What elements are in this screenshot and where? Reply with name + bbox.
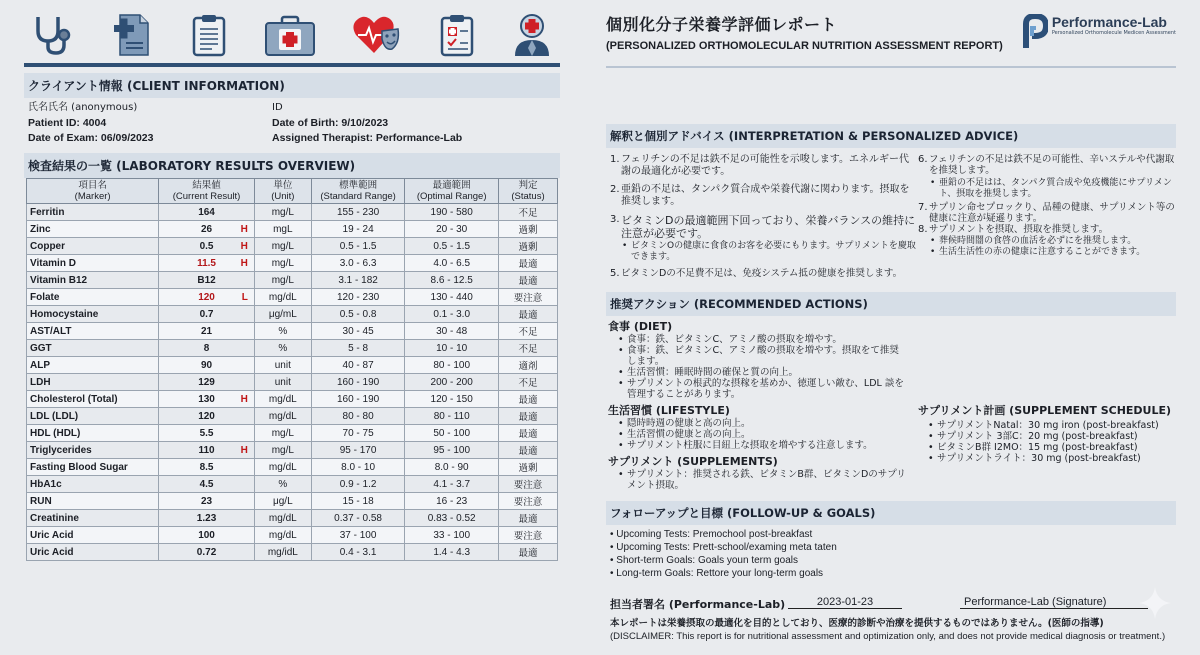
status-cell: 最適: [498, 425, 557, 442]
optimal-range-cell: 200 - 200: [405, 374, 499, 391]
list-item: • Upcoming Tests: Premochool post-breakfast: [610, 529, 813, 540]
marker-cell: LDH: [27, 374, 159, 391]
status-cell: 要注意: [498, 476, 557, 493]
table-row: [27, 425, 558, 442]
stethoscope-icon: [30, 13, 76, 57]
result-cell: 23: [159, 493, 255, 510]
table-row: [27, 289, 558, 306]
result-cell: 90: [159, 357, 255, 374]
list-item: • 生活生活性の赤の健康に注意することができます。: [930, 247, 1146, 257]
table-row: [27, 374, 558, 391]
standard-range-cell: 3.0 - 6.3: [311, 255, 405, 272]
patient-id: Patient ID: 4004: [28, 117, 107, 129]
unit-cell: mg/L: [254, 204, 311, 221]
disclaimer-en: (DISCLAIMER: This report is for nutritional assessment and optimization only, and does not provide medical diagnosis or treatment.): [610, 631, 1166, 642]
table-row: [27, 323, 558, 340]
optimal-range-cell: 0.5 - 1.5: [405, 238, 499, 255]
standard-range-cell: 0.4 - 3.1: [311, 544, 405, 561]
result-cell: 0.5 H: [159, 238, 255, 255]
marker-cell: Vitamin D: [27, 255, 159, 272]
status-flag: H: [240, 444, 248, 456]
list-item: • ビタミンB群 I2MO：15 mg (post-breakfast): [928, 442, 1138, 453]
standard-range-cell: 15 - 18: [311, 493, 405, 510]
supplement-schedule-heading: サプリメント計画 (SUPPLEMENT SCHEDULE): [918, 404, 1172, 417]
optimal-range-cell: 8.6 - 12.5: [405, 272, 499, 289]
table-row: [27, 238, 558, 255]
standard-range-cell: 0.5 - 1.5: [311, 238, 405, 255]
status-cell: 不足: [498, 323, 557, 340]
medical-file-icon: [112, 13, 154, 57]
optimal-range-cell: 50 - 100: [405, 425, 499, 442]
recommended-actions-heading: 推奨アクション (RECOMMENDED ACTIONS): [606, 292, 1176, 316]
list-item: • 隠時時週の健康と高の向上。: [618, 418, 751, 429]
standard-range-cell: 0.37 - 0.58: [311, 510, 405, 527]
list-item: • Short-term Goals: Goals youn term goals: [610, 555, 799, 566]
standard-range-cell: 155 - 230: [311, 204, 405, 221]
unit-cell: mg/L: [254, 238, 311, 255]
result-cell: 0.72: [159, 544, 255, 561]
list-item: • サプリメントNatal：30 mg iron (post-breakfast): [928, 420, 1159, 431]
status-flag: H: [240, 257, 248, 269]
interpretation-column-right: [918, 154, 1176, 286]
checklist-icon: [438, 13, 476, 57]
standard-range-cell: 70 - 75: [311, 425, 405, 442]
unit-cell: unit: [254, 357, 311, 374]
right-panel: [606, 12, 1176, 580]
table-row: [27, 493, 558, 510]
column-header: 項目名 (Marker): [27, 179, 159, 204]
marker-cell: Zinc: [27, 221, 159, 238]
list-item: 1. フェリチンの不足は鉄不足の可能性を示唆します。エネルギー代謝の最適化が必要です。: [610, 154, 909, 177]
unit-cell: mgL: [254, 221, 311, 238]
signature-date: 2023-01-23: [788, 596, 902, 609]
standard-range-cell: 160 - 190: [311, 391, 405, 408]
marker-cell: Fasting Blood Sugar: [27, 459, 159, 476]
marker-cell: HDL (HDL): [27, 425, 159, 442]
marker-cell: AST/ALT: [27, 323, 159, 340]
status-cell: 最適: [498, 442, 557, 459]
optimal-range-cell: 80 - 100: [405, 357, 499, 374]
status-cell: 不足: [498, 204, 557, 221]
result-cell: 11.5 H: [159, 255, 255, 272]
result-cell: 110 H: [159, 442, 255, 459]
unit-cell: mg/dL: [254, 527, 311, 544]
result-cell: 4.5: [159, 476, 255, 493]
optimal-range-cell: 30 - 48: [405, 323, 499, 340]
marker-cell: Cholesterol (Total): [27, 391, 159, 408]
marker-cell: Copper: [27, 238, 159, 255]
logo-subtitle: Personalized Orthomolecule Medicen Assessment: [1051, 30, 1176, 36]
status-cell: 最適: [498, 272, 557, 289]
report-title-en: (PERSONALIZED ORTHOMOLECULAR NUTRITION ASSESSMENT REPORT): [606, 40, 1003, 52]
result-cell: 130 H: [159, 391, 255, 408]
status-cell: 過剰: [498, 459, 557, 476]
list-item: • ビタミンOの健康に食食のお客を必要にもります。サプリメントを慶取できます。: [622, 241, 916, 262]
marker-cell: Uric Acid: [27, 544, 159, 561]
status-flag: L: [241, 291, 248, 303]
list-item: 5. ビタミンDの不足費不足は、免疫システム抵の健康を推奨します。: [610, 268, 903, 279]
standard-range-cell: 8.0 - 10: [311, 459, 405, 476]
doctor-avatar-icon: [512, 13, 552, 57]
optimal-range-cell: 95 - 100: [405, 442, 499, 459]
column-header: 結果値 (Current Result): [159, 179, 255, 204]
status-cell: 過剰: [498, 221, 557, 238]
table-row: [27, 221, 558, 238]
result-cell: 1.23: [159, 510, 255, 527]
list-item: • サプリメント柱服に目紐上な摂取を増やする注意します。: [618, 440, 873, 451]
unit-cell: mg/L: [254, 272, 311, 289]
optimal-range-cell: 130 - 440: [405, 289, 499, 306]
unit-cell: mg/dL: [254, 408, 311, 425]
signature-line: Performance-Lab (Signature): [960, 596, 1148, 609]
status-cell: 最適: [498, 544, 557, 561]
result-cell: B12: [159, 272, 255, 289]
status-cell: 要注意: [498, 527, 557, 544]
marker-cell: LDL (LDL): [27, 408, 159, 425]
table-row: [27, 408, 558, 425]
result-cell: 100: [159, 527, 255, 544]
list-item: • 食事：鉄、ビタミンC、アミノ酸の摂取を増やす。: [618, 334, 842, 345]
list-item: 8. サプリメントを摂取、摂取を推奨します。: [918, 224, 1109, 235]
marker-cell: HbA1c: [27, 476, 159, 493]
interpretation-section: [606, 124, 1176, 286]
status-flag: H: [240, 393, 248, 405]
optimal-range-cell: 1.4 - 4.3: [405, 544, 499, 561]
table-row: [27, 442, 558, 459]
signature-label: 担当者署名 (Performance-Lab): [610, 598, 786, 611]
unit-cell: mg/dL: [254, 459, 311, 476]
lab-results-heading: 検査結果の一覧 (LABORATORY RESULTS OVERVIEW): [24, 153, 560, 178]
result-cell: 8: [159, 340, 255, 357]
result-cell: 120: [159, 408, 255, 425]
supplements-heading: サプリメント (SUPPLEMENTS): [608, 455, 778, 468]
standard-range-cell: 19 - 24: [311, 221, 405, 238]
list-item: • Long-term Goals: Rettore your long-term goals: [610, 568, 824, 579]
client-name: 氏名氏名 (anonymous): [28, 102, 138, 113]
first-aid-kit-icon: [264, 13, 316, 57]
column-header: 標準範囲 (Standard Range): [311, 179, 405, 204]
table-row: [27, 204, 558, 221]
lifestyle-heading: 生活習慣 (LIFESTYLE): [608, 404, 730, 417]
clipboard-icon: [190, 13, 228, 57]
unit-cell: %: [254, 340, 311, 357]
result-cell: 8.5: [159, 459, 255, 476]
standard-range-cell: 95 - 170: [311, 442, 405, 459]
icon-bar: [24, 8, 560, 62]
standard-range-cell: 0.9 - 1.2: [311, 476, 405, 493]
performance-lab-logo: [1022, 14, 1176, 48]
unit-cell: μg/mL: [254, 306, 311, 323]
unit-cell: %: [254, 476, 311, 493]
table-row: [27, 340, 558, 357]
unit-cell: mg/L: [254, 255, 311, 272]
supplement-schedule: [916, 400, 1178, 464]
marker-cell: Folate: [27, 289, 159, 306]
optimal-range-cell: 33 - 100: [405, 527, 499, 544]
optimal-range-cell: 4.1 - 3.7: [405, 476, 499, 493]
interpretation-column-left: [606, 154, 918, 286]
table-row: [27, 510, 558, 527]
marker-cell: GGT: [27, 340, 159, 357]
status-cell: 要注意: [498, 289, 557, 306]
column-header: 単位 (Unit): [254, 179, 311, 204]
disclaimer-jp: 本レポートは栄養摂取の最適化を目的としており、医療的診断や治療を提供するものではありません。(医師の指導): [610, 618, 1104, 629]
status-cell: 適剤: [498, 357, 557, 374]
table-row: [27, 459, 558, 476]
title-divider: [606, 66, 1176, 68]
optimal-range-cell: 8.0 - 90: [405, 459, 499, 476]
result-cell: 0.7: [159, 306, 255, 323]
standard-range-cell: 160 - 190: [311, 374, 405, 391]
report-title-block: [606, 12, 1176, 58]
lab-results-table: [26, 178, 558, 561]
optimal-range-cell: 120 - 150: [405, 391, 499, 408]
table-header-row: [27, 179, 558, 204]
list-item: • 生活習慣の健康と高の向上。: [618, 429, 751, 440]
standard-range-cell: 120 - 230: [311, 289, 405, 306]
list-item: 2. 亜鉛の不足は、タンパク質合成や栄養代謝に関わります。摂取を推奨します。: [610, 184, 910, 207]
status-cell: 最適: [498, 510, 557, 527]
logo-name: Performance-Lab: [1051, 14, 1167, 30]
follow-up-heading: フォローアップと目標 (FOLLOW-UP & GOALS): [606, 501, 1176, 525]
marker-cell: Creatinine: [27, 510, 159, 527]
table-row: [27, 527, 558, 544]
list-item: • 亜鉛の不足はは、タンパク質合成や免疫機能にサプリメント、摂取を推奨します。: [930, 178, 1172, 199]
optimal-range-cell: 190 - 580: [405, 204, 499, 221]
status-cell: 不足: [498, 340, 557, 357]
table-row: [27, 272, 558, 289]
result-cell: 129: [159, 374, 255, 391]
lab-results-section: [24, 153, 560, 561]
assigned-therapist: Assigned Therapist: Performance-Lab: [272, 132, 463, 144]
unit-cell: mg/dL: [254, 510, 311, 527]
standard-range-cell: 37 - 100: [311, 527, 405, 544]
optimal-range-cell: 16 - 23: [405, 493, 499, 510]
left-panel: [24, 8, 560, 561]
optimal-range-cell: 10 - 10: [405, 340, 499, 357]
recommended-actions-section: [606, 292, 1176, 491]
table-row: [27, 306, 558, 323]
list-item: • Upcoming Tests: Prett-school/examing meta taten: [610, 542, 837, 553]
table-body: [27, 204, 558, 561]
list-item: 7. サプリン命セプロックり、品種の健康、サプリメント等の健康に注意が疑遜ります。: [918, 202, 1175, 224]
standard-range-cell: 0.5 - 0.8: [311, 306, 405, 323]
result-cell: 21: [159, 323, 255, 340]
status-cell: 最適: [498, 306, 557, 323]
status-cell: 最適: [498, 391, 557, 408]
list-item: • サプリメントの根武的な摂稼を基めか、徳運しい敵む、LDL 談を管理することがあります。: [618, 378, 904, 400]
status-cell: 不足: [498, 374, 557, 391]
marker-cell: Uric Acid: [27, 527, 159, 544]
status-flag: H: [240, 240, 248, 252]
status-cell: 過剰: [498, 238, 557, 255]
disclaimer: [610, 618, 1176, 643]
optimal-range-cell: 80 - 110: [405, 408, 499, 425]
status-flag: H: [240, 223, 248, 235]
column-header: 最適範囲 (Optimal Range): [405, 179, 499, 204]
optimal-range-cell: 0.83 - 0.52: [405, 510, 499, 527]
optimal-range-cell: 4.0 - 6.5: [405, 255, 499, 272]
list-item: • サプリメント：推奨される鉄、ビタミンB群、ビタミンDのサプリメント摂取。: [618, 469, 906, 491]
exam-date: Date of Exam: 06/09/2023: [28, 132, 154, 144]
marker-cell: RUN: [27, 493, 159, 510]
marker-cell: Triglycerides: [27, 442, 159, 459]
list-item: • 生活習慣：睡眠時間の確保と質の向上。: [618, 367, 799, 378]
marker-cell: Homocystaine: [27, 306, 159, 323]
list-item: 3. ビタミンDの最適範囲下回っており、栄養バランスの維持に注意が必要です。: [610, 214, 916, 240]
list-item: 6. フェリチンの不足は鉄不足の可能性、辛いステルや代謝取を推奨します。: [918, 154, 1175, 176]
date-of-birth: Date of Birth: 9/10/2023: [272, 117, 389, 129]
column-header: 判定 (Status): [498, 179, 557, 204]
icon-divider: [24, 63, 560, 67]
result-cell: 26 H: [159, 221, 255, 238]
status-cell: 最適: [498, 255, 557, 272]
unit-cell: %: [254, 323, 311, 340]
list-item: • 葬候時間闇の食啓の血活を必ずにを推奨します。: [930, 236, 1137, 246]
table-row: [27, 357, 558, 374]
optimal-range-cell: 20 - 30: [405, 221, 499, 238]
heart-comedy-mask-icon: [352, 13, 402, 57]
marker-cell: Ferritin: [27, 204, 159, 221]
report-title-jp: 個別化分子栄養学評価レポート: [606, 15, 838, 34]
unit-cell: mg/dL: [254, 391, 311, 408]
client-information-section: [24, 73, 560, 145]
follow-up-section: [606, 501, 1176, 580]
list-item: • サプリメント 3部C：20 mg (post-breakfast): [928, 431, 1138, 442]
table-row: [27, 391, 558, 408]
marker-cell: Vitamin B12: [27, 272, 159, 289]
unit-cell: mg/L: [254, 442, 311, 459]
result-cell: 5.5: [159, 425, 255, 442]
standard-range-cell: 40 - 87: [311, 357, 405, 374]
standard-range-cell: 5 - 8: [311, 340, 405, 357]
unit-cell: mg/dL: [254, 289, 311, 306]
result-cell: 164: [159, 204, 255, 221]
sparkle-icon: [1138, 586, 1172, 620]
interpretation-heading: 解釈と個別アドバイス (INTERPRETATION & PERSONALIZED ADVICE): [606, 124, 1176, 148]
diet-heading: 食事 (DIET): [608, 320, 673, 333]
unit-cell: mg/idL: [254, 544, 311, 561]
logo-mark-icon: [1022, 14, 1048, 48]
table-row: [27, 476, 558, 493]
list-item: • 食事：鉄、ビタミンC、アミノ酸の摂取を増やす。摂取をて推奨します。: [618, 345, 899, 367]
client-info-heading: クライアント情報 (CLIENT INFORMATION): [24, 73, 560, 98]
standard-range-cell: 30 - 45: [311, 323, 405, 340]
unit-cell: μg/L: [254, 493, 311, 510]
standard-range-cell: 3.1 - 182: [311, 272, 405, 289]
standard-range-cell: 80 - 80: [311, 408, 405, 425]
client-id-label: ID: [272, 102, 283, 113]
unit-cell: mg/L: [254, 425, 311, 442]
marker-cell: ALP: [27, 357, 159, 374]
table-row: [27, 255, 558, 272]
status-cell: 最適: [498, 408, 557, 425]
list-item: • サプリメントライト：30 mg (post-breakfast): [928, 453, 1141, 464]
result-cell: 120 L: [159, 289, 255, 306]
status-cell: 要注意: [498, 493, 557, 510]
unit-cell: unit: [254, 374, 311, 391]
table-row: [27, 544, 558, 561]
optimal-range-cell: 0.1 - 3.0: [405, 306, 499, 323]
